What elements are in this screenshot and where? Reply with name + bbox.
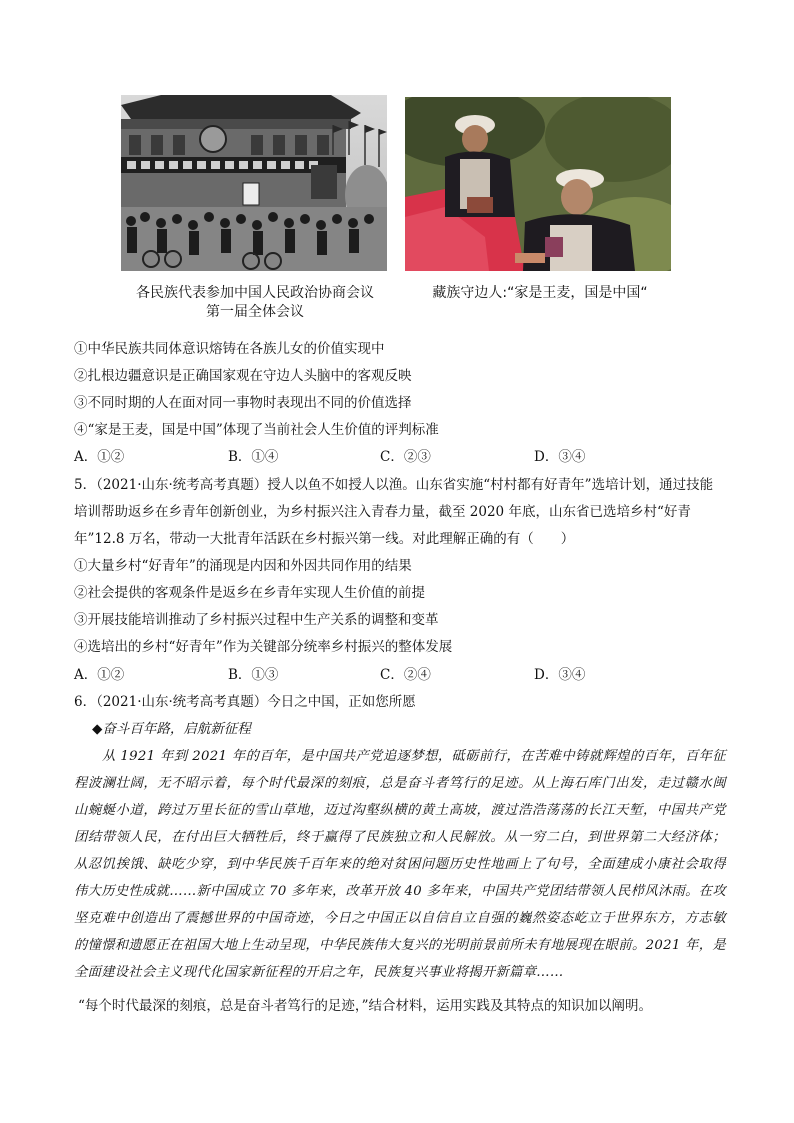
caption-line: 藏族守边人:“家是王麦，国是中国“ xyxy=(432,285,648,301)
cppcc-meeting-photo xyxy=(121,95,387,271)
q5-option-a[interactable]: A．①② xyxy=(74,667,125,683)
q5-stem-line-2: 培训帮助返乡在乡青年创新创业，为乡村振兴注入青春力量，截至 2020 年底，山东省已选培乡村“好青 xyxy=(74,504,691,520)
left-photo-caption xyxy=(110,284,400,322)
q4-option-c[interactable]: C．②③ xyxy=(380,449,431,465)
q4-option-b[interactable]: B．①④ xyxy=(228,449,279,465)
q5-option-c[interactable]: C．②④ xyxy=(380,667,431,683)
q5-option-b[interactable]: B．①③ xyxy=(228,667,279,683)
q6-stem: 6．（2021·山东·统考高考真题）今日之中国，正如您所愿 xyxy=(74,694,416,710)
q5-statement-2: ②社会提供的客观条件是返乡在乡青年实现人生价值的前提 xyxy=(74,585,425,601)
q6-material-passage: 从 1921 年到 2021 年的百年，是中国共产党追逐梦想，砥砺前行，在苦难中铸就辉煌的百年，百年征程波澜壮阔，无不昭示着，每个时代最深的刻痕，总是奋斗者笃行的足迹。从上海石库门出发，走过赣水闽山蜿蜒小道，跨过万里长征的雪山草地，迈过沟壑纵横的黄土高坡，渡过浩浩荡荡的长江天堑，中国共产党团结带领人民，在付出巨大牺牲后，终于赢得了民族独立和人民解放。从一穷二白，到世界第二大经济体；从忍饥挨饿、缺吃少穿，到中华民族千百年来的绝对贫困问题历史性地画上了句号，全面建成小康社会取得伟大历史性成就……新中国成立 70 多年来，改革开放 40 多年来，中国共产党团结带领人民栉风沐雨。在攻坚克难中创造出了震撼世界的中国奇迹，今日之中国正以自信自立自强的巍然姿态屹立于世界东方，方志敏的憧憬和遗愿正在祖国大地上生动呈现，中华民族伟大复兴的光明前景前所未有地展现在眼前。2021 年，是全面建设社会主义现代化国家新征程的开启之年，民族复兴事业将揭开新篇章…… xyxy=(74,749,726,980)
right-photo-caption xyxy=(400,284,680,303)
q5-option-d[interactable]: D．③④ xyxy=(534,667,586,683)
q6-question: “每个时代最深的刻痕，总是奋斗者笃行的足迹，”结合材料，运用实践及其特点的知识加以阐明。 xyxy=(78,998,653,1014)
q5-statement-3: ③开展技能培训推动了乡村振兴过程中生产关系的调整和变革 xyxy=(74,612,439,628)
q4-statement-2: ②扎根边疆意识是正确国家观在守边人头脑中的客观反映 xyxy=(74,368,412,384)
caption-line-2: 第一届全体会议 xyxy=(206,304,304,320)
q4-option-d[interactable]: D．③④ xyxy=(534,449,586,465)
q4-statement-4: ④“家是王麦，国是中国”体现了当前社会人生价值的评判标准 xyxy=(74,422,439,438)
q5-stem-line-1: 5．（2021·山东·统考高考真题）授人以鱼不如授人以渔。山东省实施“村村都有好青年”选培计划，通过技能 xyxy=(74,477,714,493)
q5-statement-4: ④选培出的乡村“好青年”作为关键部分统率乡村振兴的整体发展 xyxy=(74,639,453,655)
tibetan-border-guards-photo xyxy=(405,97,671,271)
q5-statement-1: ①大量乡村“好青年”的涌现是内因和外因共同作用的结果 xyxy=(74,558,412,574)
q4-statement-1: ①中华民族共同体意识熔铸在各族儿女的价值实现中 xyxy=(74,341,385,357)
q6-material-heading: ◆奋斗百年路，启航新征程 xyxy=(92,721,251,737)
q4-option-a[interactable]: A．①② xyxy=(74,449,125,465)
q4-statement-3: ③不同时期的人在面对同一事物时表现出不同的价值选择 xyxy=(74,395,412,411)
q5-stem-line-3: 年”12.8 万名，带动一大批青年活跃在乡村振兴第一线。对此理解正确的有（ ） xyxy=(74,531,575,547)
caption-line-1: 各民族代表参加中国人民政治协商会议 xyxy=(136,285,374,301)
